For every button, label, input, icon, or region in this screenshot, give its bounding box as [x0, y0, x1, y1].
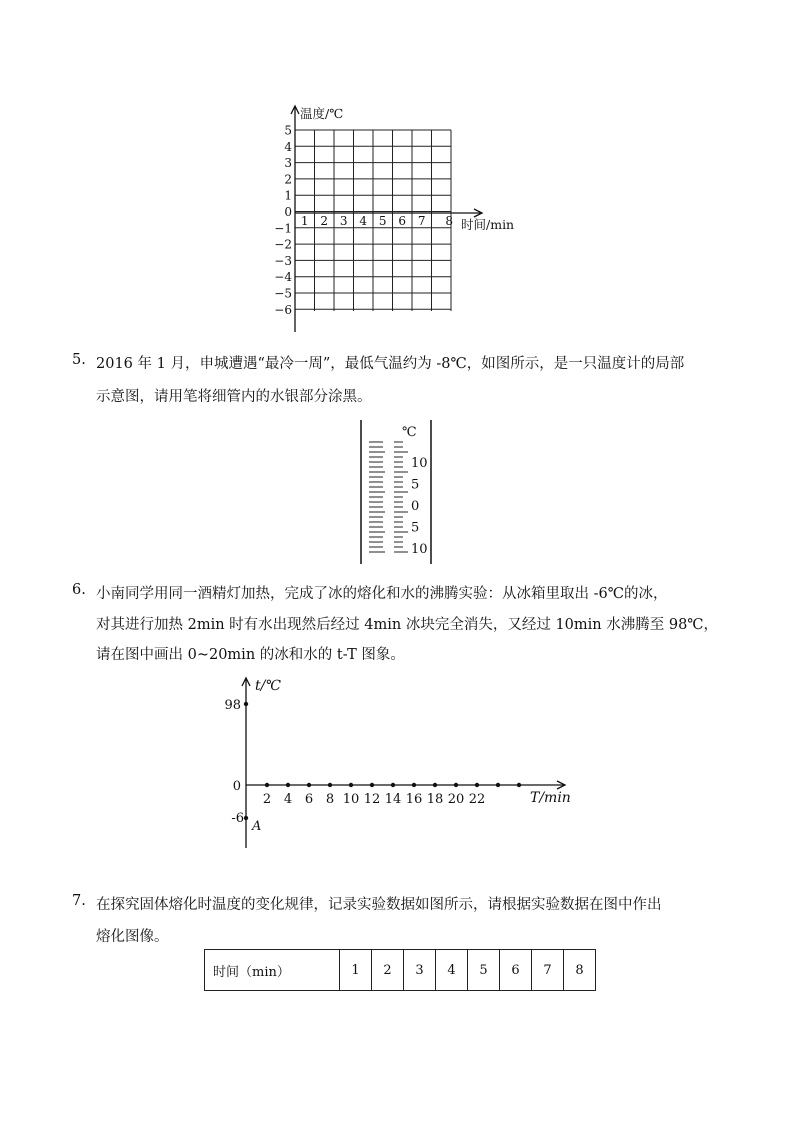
x-axis-dot	[391, 783, 395, 787]
y-tick-label: 2	[284, 172, 292, 187]
thermometer-diagram	[356, 418, 446, 568]
x-tick-label: 8	[445, 214, 454, 228]
x-tick-label: 8	[325, 792, 335, 807]
point-98	[244, 702, 248, 706]
x-tick-label: 2	[262, 792, 272, 807]
table-header-time: 时间（min）	[205, 950, 340, 991]
thermometer-unit: ℃	[402, 425, 417, 440]
thermometer-label: 5	[411, 477, 420, 493]
x-tick-label: 10	[342, 792, 360, 807]
table-cell: 8	[564, 950, 596, 991]
y-tick-label: 1	[284, 188, 292, 203]
y-axis-label: 温度/℃	[300, 106, 344, 121]
table-cell: 5	[468, 950, 500, 991]
y-tick-label: 3	[284, 156, 292, 171]
x-axis-dot	[349, 783, 353, 787]
x-axis-dot	[328, 783, 332, 787]
question-5-line-2: 示意图，请用笔将细管内的水银部分涂黑。	[96, 389, 372, 405]
x-tick-label: 12	[363, 792, 381, 807]
point-a	[244, 816, 248, 820]
x-tick-label: 22	[468, 792, 486, 807]
question-6-line-1: 小南同学用同一酒精灯加热，完成了冰的熔化和水的沸腾实验：从冰箱里取出 -6℃的冰，	[96, 586, 668, 602]
point-a-label: A	[252, 819, 262, 834]
x-axis-dot	[475, 783, 479, 787]
x-tick-label: 4	[283, 792, 293, 807]
x-axis-dot	[265, 783, 269, 787]
question-6-line-2: 对其进行加热 2min 时有水出现然后经过 4min 冰块完全消失，又经过 10min 水沸腾至 98℃，	[96, 617, 719, 633]
question-6-line-3: 请在图中画出 0~20min 的冰和水的 t-T 图象。	[96, 647, 405, 663]
x-tick-label: 20	[447, 792, 465, 807]
y-axis-label-t: t/℃	[255, 678, 282, 694]
y-label-98: 98	[224, 698, 241, 713]
x-tick-label: 2	[320, 214, 329, 228]
thermometer-label: 0	[411, 499, 420, 514]
ice-water-graph	[215, 670, 585, 855]
table-cell: 7	[532, 950, 564, 991]
question-5-number: 5.	[72, 352, 86, 368]
thermometer-label: 10	[411, 542, 428, 557]
x-axis-dot	[433, 783, 437, 787]
question-5-line-1: 2016 年 1 月，申城遭遇“最冷一周”，最低气温约为 -8℃，如图所示，是一只温度计的局部	[96, 356, 685, 372]
x-axis-label: 时间/min	[461, 217, 515, 232]
x-tick-label: 16	[405, 792, 423, 807]
x-tick-label: 5	[378, 214, 387, 228]
y-label-neg6: -6	[231, 811, 244, 826]
y-tick-label: 4	[284, 139, 292, 154]
x-tick-label: 18	[426, 792, 444, 807]
x-axis-dot	[286, 783, 290, 787]
table-cell: 1	[340, 950, 372, 991]
table-cell: 3	[404, 950, 436, 991]
x-axis-dot	[307, 783, 311, 787]
x-tick-label: 6	[304, 792, 314, 807]
x-tick-label: 3	[339, 214, 348, 228]
table-row	[205, 950, 596, 991]
x-axis-dot	[370, 783, 374, 787]
x-tick-label: 7	[417, 214, 426, 228]
temperature-time-grid	[250, 100, 550, 340]
x-axis-label-T: T/min	[530, 790, 571, 806]
x-axis-dot	[496, 783, 500, 787]
question-7-line-2: 熔化图像。	[96, 929, 169, 945]
y-tick-label: −3	[274, 253, 292, 268]
y-tick-label: −1	[274, 221, 292, 236]
x-axis-dot	[517, 783, 521, 787]
question-6-number: 6.	[72, 582, 86, 598]
x-tick-label: 4	[359, 214, 368, 228]
table-cell: 4	[436, 950, 468, 991]
table-cell: 6	[500, 950, 532, 991]
x-axis-dot	[454, 783, 458, 787]
y-tick-label: 0	[284, 205, 292, 219]
y-tick-label: −4	[274, 270, 292, 285]
table-cell: 2	[372, 950, 404, 991]
x-axis-dot	[412, 783, 416, 787]
y-tick-label: −6	[274, 302, 292, 317]
y-tick-label: −2	[274, 237, 292, 252]
x-tick-label: 1	[300, 214, 309, 228]
y-tick-label: −5	[274, 286, 292, 301]
thermometer-label: 5	[411, 520, 420, 536]
question-7-number: 7.	[72, 893, 86, 909]
y-label-0: 0	[232, 779, 241, 794]
x-tick-label: 6	[398, 214, 407, 228]
x-tick-label: 14	[384, 792, 402, 807]
question-7-line-1: 在探究固体熔化时温度的变化规律，记录实验数据如图所示，请根据实验数据在图中作出	[96, 897, 662, 913]
melting-data-table	[204, 949, 596, 991]
y-tick-label: 5	[284, 123, 292, 138]
thermometer-label: 10	[411, 456, 428, 471]
